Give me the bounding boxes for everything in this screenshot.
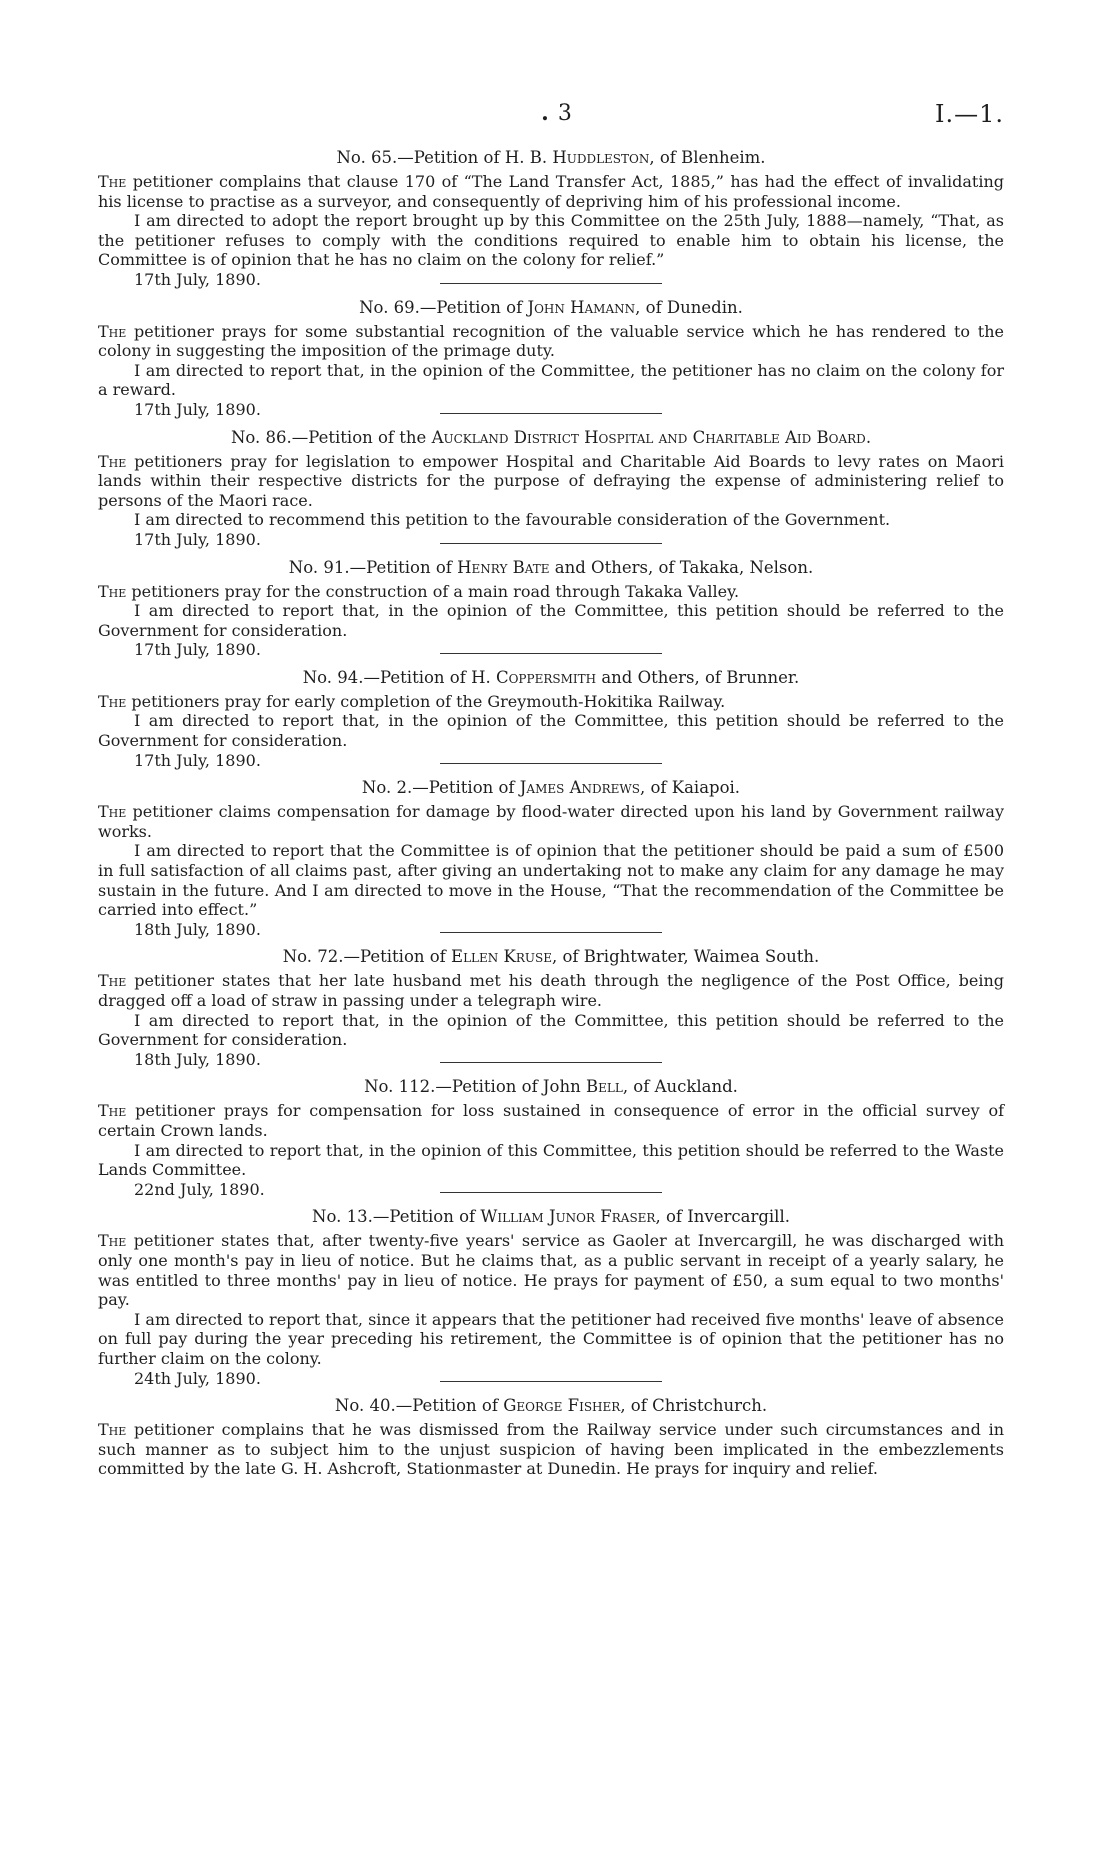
petition-heading-text: .: [865, 427, 872, 447]
page-number: . 3: [541, 100, 573, 126]
section-divider: [440, 1192, 662, 1193]
petition-heading-text: —Petition of H. B.: [397, 148, 553, 167]
petition-number: No. 40.: [334, 1396, 396, 1416]
report-date: 18th July, 1890.: [134, 919, 261, 939]
committee-report: [98, 841, 1004, 919]
paragraph-text: petitioner prays for compensation for loss sustained in consequence of error in the official survey of certain Crown lands.: [98, 1101, 1004, 1140]
petition-heading-text: —Petition of: [343, 947, 452, 967]
petition-summary: [98, 692, 1004, 712]
petition-heading: [98, 1077, 1004, 1096]
petition-number: No. 69.: [359, 297, 420, 317]
petition-number: No. 91.: [288, 557, 350, 577]
lead-word: The: [98, 971, 127, 991]
petitioner-name: Bell: [585, 1077, 623, 1097]
lead-word: The: [98, 581, 127, 601]
petition-number: No. 65.: [336, 148, 398, 167]
petitioner-name: Ellen Kruse: [451, 947, 552, 967]
petition-summary: [98, 452, 1004, 511]
lead-word: The: [98, 691, 127, 711]
report-date: 22nd July, 1890.: [134, 1179, 265, 1199]
lead-word: The: [98, 1420, 127, 1440]
petition-heading-text: —Petition of: [395, 1396, 504, 1416]
section-divider: [440, 653, 662, 654]
paragraph-text: petitioner states that, after twenty-five years' service as Gaoler at Invercargill, he was discharged with only one month's pay in lieu of notice. But he claims that, as a public servant in receipt of a yearly salary, he was entitled to three months' pay in lieu of notice. He prays for payment of £50, a sum equal to two months' pay.: [98, 1231, 1004, 1310]
petitions-list: [98, 148, 1004, 1479]
committee-report: [98, 1011, 1004, 1050]
report-date: 17th July, 1890.: [134, 529, 261, 549]
lead-word: The: [98, 1101, 127, 1121]
petition-entry: [98, 667, 1004, 770]
petition-heading: [98, 298, 1004, 317]
petition-heading: [98, 148, 1004, 167]
paragraph-text: petitioners pray for the construction of a main road through Takaka Valley.: [126, 581, 740, 601]
document-reference: I.—1.: [934, 100, 1004, 128]
petition-heading-text: —Petition of H.: [363, 667, 496, 687]
committee-report: [98, 1310, 1004, 1369]
section-divider: [440, 932, 662, 933]
petition-heading-text: —Petition of: [372, 1207, 481, 1227]
petition-entry: [98, 947, 1004, 1069]
committee-report: [98, 211, 1004, 270]
petition-entry: [98, 297, 1004, 419]
petition-entry: [98, 427, 1004, 549]
report-date: 18th July, 1890.: [134, 1049, 261, 1069]
report-date: 17th July, 1890.: [134, 640, 261, 660]
petition-summary: [98, 1101, 1004, 1140]
paragraph-text: petitioner states that her late husband met his death through the negligence of the Post Office, being dragged off a load of straw in passing under a telegraph wire.: [98, 971, 1004, 1010]
petition-heading-text: , of Auckland.: [622, 1077, 738, 1097]
paragraph-text: I am directed to report that, in the opinion of the Committee, this petition should be referred to the Government for consideration.: [98, 711, 1004, 751]
petition-heading-text: —Petition of the: [291, 427, 432, 447]
section-divider: [440, 763, 662, 764]
petition-number: No. 86.: [230, 427, 292, 447]
petition-summary: [98, 322, 1004, 361]
petition-heading-text: and Others, of Brunner.: [596, 667, 800, 687]
petition-heading-text: —Petition of: [412, 778, 520, 798]
petition-entry: [98, 1207, 1004, 1388]
petition-heading-text: —Petition of: [419, 297, 528, 317]
petition-heading-text: and Others, of Takaka, Nelson.: [549, 557, 814, 577]
committee-report: [98, 711, 1004, 750]
petitioner-name: John Hamann: [527, 297, 636, 317]
petition-heading: [98, 947, 1004, 966]
paragraph-text: I am directed to recommend this petition to the favourable consideration of the Government.: [134, 510, 891, 530]
petitioner-name: George Fisher: [503, 1396, 621, 1416]
petition-heading-text: —Petition of John: [435, 1077, 586, 1097]
lead-word: The: [98, 321, 127, 341]
petition-summary: [98, 1231, 1004, 1309]
petition-number: No. 94.: [302, 667, 364, 687]
petition-entry: [98, 778, 1004, 939]
paragraph-text: I am directed to report that, since it appears that the petitioner had received five months' leave of absence on full pay during the year preceding his retirement, the Committee is of opinion that the petitioner has no further claim on the colony.: [98, 1309, 1004, 1368]
paragraph-text: petitioners pray for legislation to empower Hospital and Charitable Aid Boards to levy rates on Maori lands within their respective districts for the purpose of defraying the expense of administering relief to persons of the Maori race.: [98, 451, 1004, 510]
petition-heading-text: , of Dunedin.: [635, 297, 743, 317]
petition-summary: [98, 802, 1004, 841]
petition-entry: [98, 1077, 1004, 1199]
paragraph-text: I am directed to report that the Committee is of opinion that the petitioner should be paid a sum of £500 in full satisfaction of all claims past, after giving an undertaking not to make any claim for any damage he may sustain in the future. And I am directed to move in the House, “That the recommendation of the Committee be carried into effect.”: [98, 841, 1004, 920]
paragraph-text: petitioner complains that clause 170 of “The Land Transfer Act, 1885,” has had the effect of invalidating his license to practise as a surveyor, and consequently of depriving him of his professional income.: [98, 172, 1004, 211]
petitioner-name: Henry Bate: [457, 557, 550, 577]
section-divider: [440, 283, 662, 284]
report-date: 17th July, 1890.: [134, 750, 261, 770]
petitioner-name: Huddleston: [552, 148, 650, 167]
petition-heading: [98, 558, 1004, 577]
petition-summary: [98, 582, 1004, 602]
petition-number: No. 72.: [282, 947, 344, 967]
committee-report: [98, 510, 1004, 530]
paragraph-text: petitioner complains that he was dismissed from the Railway service under such circumstances and in such manner as to subject him to the unjust suspicion of having been implicated in the embezzlements committed by the late G. H. Ashcroft, Stationmaster at Dunedin. He prays for inquiry and relief.: [98, 1420, 1004, 1479]
petition-heading: [98, 1396, 1004, 1415]
petition-number: No. 112.: [364, 1077, 436, 1097]
committee-report: [98, 601, 1004, 640]
paragraph-text: I am directed to adopt the report brought up by this Committee on the 25th July, 1888—namely, “That, as the petitioner refuses to comply with the conditions required to enable him to obtain his license, the Committee is of opinion that he has no claim on the colony for relief.”: [98, 211, 1004, 270]
petitioner-name: William Junor Fraser: [480, 1207, 656, 1227]
paragraph-text: I am directed to report that, in the opinion of this Committee, this petition should be referred to the Waste Lands Committee.: [98, 1140, 1004, 1180]
petitioner-name: Auckland District Hospital and Charitable Aid Board: [431, 427, 866, 447]
petition-heading-text: , of Brightwater, Waimea South.: [552, 947, 820, 967]
paragraph-text: petitioner prays for some substantial recognition of the valuable service which he has rendered to the colony in suggesting the imposition of the primage duty.: [98, 321, 1004, 361]
petition-heading-text: —Petition of: [349, 557, 458, 577]
petition-summary: [98, 971, 1004, 1010]
section-divider: [440, 1381, 662, 1382]
report-date: 17th July, 1890.: [134, 399, 261, 419]
petition-entry: [98, 557, 1004, 660]
report-date: 24th July, 1890.: [134, 1368, 261, 1388]
petition-heading-text: , of Kaiapoi.: [639, 778, 741, 798]
petition-heading: [98, 778, 1004, 797]
petition-entry: [98, 1396, 1004, 1479]
lead-word: The: [98, 172, 127, 191]
paragraph-text: I am directed to report that, in the opinion of the Committee, this petition should be referred to the Government for consideration.: [98, 601, 1004, 640]
petition-heading-text: , of Blenheim.: [649, 148, 766, 167]
petition-heading: [98, 1207, 1004, 1226]
lead-word: The: [98, 1231, 127, 1251]
petition-heading: [98, 428, 1004, 447]
section-divider: [440, 1062, 662, 1063]
section-divider: [440, 543, 662, 544]
petition-number: No. 2.: [361, 778, 413, 798]
paragraph-text: petitioner claims compensation for damage by flood-water directed upon his land by Government railway works.: [98, 802, 1004, 841]
petition-heading-text: , of Invercargill.: [655, 1207, 790, 1227]
paragraph-text: I am directed to report that, in the opinion of the Committee, this petition should be referred to the Government for consideration.: [98, 1010, 1004, 1050]
committee-report: [98, 1141, 1004, 1180]
paragraph-text: I am directed to report that, in the opinion of the Committee, the petitioner has no claim on the colony for a reward.: [98, 360, 1004, 400]
report-date: 17th July, 1890.: [134, 269, 261, 289]
petition-heading: [98, 668, 1004, 687]
petition-summary: [98, 1420, 1004, 1479]
petitioner-name: Coppersmith: [495, 667, 597, 687]
petition-summary: [98, 172, 1004, 211]
committee-report: [98, 361, 1004, 400]
petitioner-name: James Andrews: [519, 778, 640, 798]
section-divider: [440, 413, 662, 414]
petition-heading-text: , of Christchurch.: [620, 1396, 768, 1416]
paragraph-text: petitioners pray for early completion of the Greymouth-Hokitika Railway.: [126, 691, 726, 711]
petition-number: No. 13.: [312, 1207, 373, 1227]
lead-word: The: [98, 451, 127, 471]
lead-word: The: [98, 802, 127, 822]
petition-entry: [98, 148, 1004, 289]
